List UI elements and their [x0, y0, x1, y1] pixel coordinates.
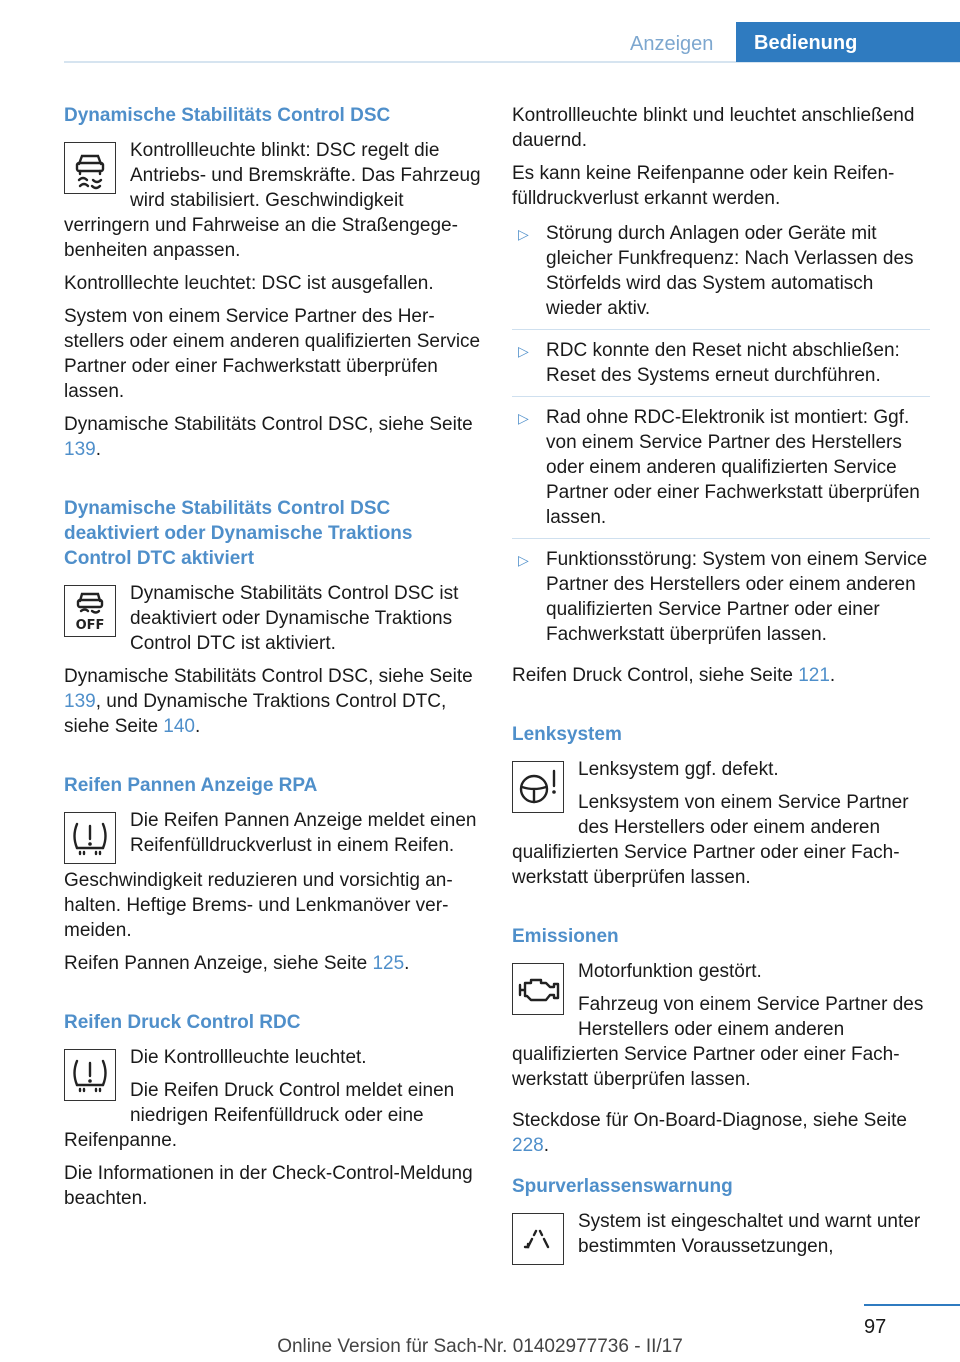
triangle-bullet-icon: ▷	[518, 410, 529, 426]
dsc-text-2: Kontrolllechte leuchtet: DSC ist ausgefallen.	[64, 273, 434, 294]
dsc-off-reference: Dynamische Stabilitäts Control DSC, siehe Seite 139, und Dynamische Traktions Control DTC, siehe Seite 140.	[64, 666, 473, 737]
section-title-rpa: Reifen Pannen Anzeige RPA	[64, 775, 318, 796]
dsc-reference: Dynamische Stabilitäts Control DSC, siehe Seite 139.	[64, 414, 473, 460]
footer-online-version: Online Version für Sach-Nr. 01402977736 - II/17	[277, 1336, 683, 1357]
footer-rule	[864, 1304, 960, 1306]
section-title-dsc-off: Dynamische Stabilitäts Control DSC deaktiviert oder Dynamische Traktions Control DTC aktiviert	[64, 498, 413, 569]
dsc-icon	[64, 142, 116, 194]
obd-reference: Steckdose für On-Board-Diagnose, siehe Seite 228.	[512, 1110, 907, 1156]
page-link-139b[interactable]: 139	[64, 691, 96, 712]
section-title-lane-departure: Spurverlassenswarnung	[512, 1176, 733, 1197]
dsc-text-3: System von einem Service Partner des Herstellers oder einem anderen qualifizierten Service Partner oder einer Fachwerkstatt überprüfen lassen.	[64, 306, 481, 402]
page-number: 97	[864, 1316, 887, 1338]
list-item: ▷ Funktionsstörung: System von einem Service Partner des Herstellers oder einem anderen qualifizierten Service Partner oder einer Fachwerkstatt überprüfen lassen.	[512, 538, 930, 655]
rpa-text-2: Geschwindigkeit reduzieren und vorsichtig anhalten. Heftige Brems- und Lenkmanöver vermeiden.	[64, 870, 453, 941]
lane-departure-icon	[512, 1213, 564, 1265]
section-title-emissions: Emissionen	[512, 926, 619, 947]
tire-pressure-monitor-icon	[64, 1049, 116, 1101]
svg-text:OFF: OFF	[75, 618, 105, 633]
rdc-reference: Reifen Druck Control, siehe Seite 121.	[512, 665, 836, 686]
header-tab-anzeigen[interactable]: Anzeigen	[630, 33, 714, 55]
list-item: ▷ Rad ohne RDC-Elektronik ist montiert: Ggf. von einem Service Partner des Herstellers oder einem anderen qualifizierten Service Partner oder einer Fachwerkstatt überprüfen lassen.	[512, 396, 930, 538]
page-link-121[interactable]: 121	[798, 665, 830, 686]
rdc-bullet-list	[512, 219, 930, 655]
dsc-text-1: Kontrollleuchte blinkt: DSC regelt die Antriebs- und Bremskräfte. Das Fahrzeug wird stabilisiert. Geschwindigkeit verringern und Fahrweise an die Straßengegebenheiten anpassen.	[64, 140, 481, 261]
lane-departure-text-1: System ist eingeschaltet und warnt unter bestimmten Voraussetzungen,	[578, 1211, 921, 1257]
steering-text-2: Lenksystem von einem Service Partner des Herstellers oder einem anderen qualifizierten Service Partner oder einer Fachwerkstatt überprüfen lassen.	[512, 792, 909, 888]
rdc-text-5: Es kann keine Reifenpanne oder kein Reifenfülldruckverlust erkannt werden.	[512, 163, 895, 209]
rdc-text-4: Kontrollleuchte blinkt und leuchtet anschließend dauernd.	[512, 105, 915, 151]
steering-text-1: Lenksystem ggf. defekt.	[578, 759, 779, 780]
left-column	[64, 103, 482, 1219]
engine-icon	[512, 963, 564, 1015]
right-column	[512, 103, 930, 1269]
rpa-text-1: Die Reifen Pannen Anzeige meldet einen Reifenfülldruckverlust in einem Reifen.	[130, 810, 477, 856]
rdc-text-2: Die Reifen Druck Control meldet einen niedrigen Reifenfülldruck oder eine Reifenpanne.	[64, 1080, 455, 1151]
tire-pressure-warning-icon	[64, 812, 116, 864]
section-title-rdc: Reifen Druck Control RDC	[64, 1012, 301, 1033]
rdc-text-1: Die Kontrollleuchte leuchtet.	[130, 1047, 367, 1068]
page-link-139[interactable]: 139	[64, 439, 96, 460]
section-title-steering: Lenksystem	[512, 724, 622, 745]
dsc-off-icon	[64, 585, 116, 637]
steering-warning-icon	[512, 761, 564, 813]
emissions-text-1: Motorfunktion gestört.	[578, 961, 762, 982]
page-link-228[interactable]: 228	[512, 1135, 544, 1156]
section-title-dsc: Dynamische Stabilitäts Control DSC	[64, 105, 391, 126]
emissions-text-2: Fahrzeug von einem Service Partner des Herstellers oder einem anderen qualifizierten Service Partner oder einer Fachwerkstatt überprüfen lassen.	[512, 994, 924, 1090]
triangle-bullet-icon: ▷	[518, 226, 529, 242]
triangle-bullet-icon: ▷	[518, 343, 529, 359]
list-item: ▷ Störung durch Anlagen oder Geräte mit gleicher Funkfrequenz: Nach Verlassen des Störfelds wird das System automatisch wieder aktiv.	[518, 223, 914, 319]
dsc-off-text-1: Dynamische Stabilitäts Control DSC ist deaktiviert oder Dynamische Traktions Control DTC ist aktiviert.	[130, 583, 459, 654]
header-tab-bedienung[interactable]: Bedienung	[736, 22, 960, 62]
triangle-bullet-icon: ▷	[518, 552, 529, 568]
rpa-reference: Reifen Pannen Anzeige, siehe Seite 125.	[64, 953, 410, 974]
page-link-125[interactable]: 125	[372, 953, 405, 974]
page-link-140[interactable]: 140	[163, 716, 195, 737]
list-item: ▷ RDC konnte den Reset nicht abschließen: Reset des Systems erneut durchführen.	[512, 329, 930, 396]
rdc-text-3: Die Informationen in der Check-Control-Meldung beachten.	[64, 1163, 473, 1209]
